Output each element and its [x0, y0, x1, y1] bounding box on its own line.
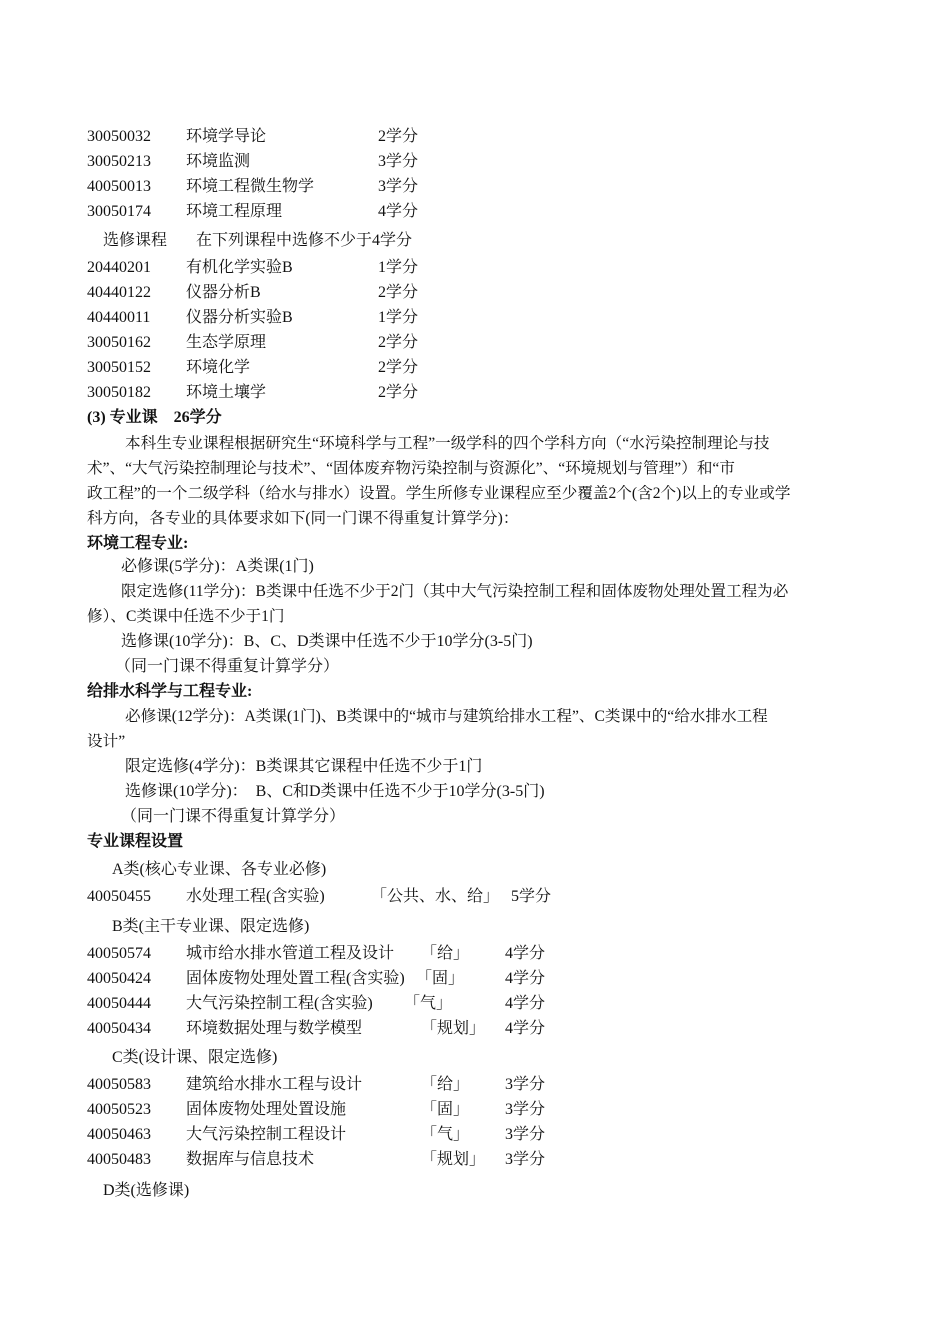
course-code: 40050434: [87, 1020, 151, 1037]
course-name: 有机化学实验B: [186, 259, 293, 276]
course-tag: 「公共、水、给」: [371, 888, 500, 905]
course-tag: 「气」: [421, 1126, 470, 1143]
course-credit: 4学分: [505, 995, 546, 1012]
course-code: 40050583: [87, 1076, 151, 1093]
course-name: 环境化学: [186, 359, 251, 376]
course-name: 城市给水排水管道工程及设计: [186, 945, 395, 962]
course-credit: 3学分: [505, 1076, 546, 1093]
course-credit: 3学分: [505, 1101, 546, 1118]
course-name: 环境工程原理: [186, 203, 283, 220]
course-credit: 2学分: [378, 359, 419, 376]
major-heading: 环境工程专业:: [87, 535, 189, 552]
course-code: 30050032: [87, 128, 151, 145]
elective-requirement: 在下列课程中选修不少于4学分: [196, 232, 413, 249]
course-name: 大气污染控制工程(含实验): [186, 995, 373, 1012]
course-credit: 1学分: [378, 259, 419, 276]
course-credit: 3学分: [378, 153, 419, 170]
required-text-cont: 设计”: [87, 733, 126, 750]
course-code: 40050463: [87, 1126, 151, 1143]
category-label-c: C类(设计课、限定选修): [112, 1049, 278, 1066]
intro-line: 术”、“大气污染控制理论与技术”、“固体废弃物污染控制与资源化”、“环境规划与管理”）和“市: [87, 460, 735, 477]
course-credit: 4学分: [505, 1020, 546, 1037]
major-heading: 给排水科学与工程专业:: [87, 683, 253, 700]
course-credit: 4学分: [378, 203, 419, 220]
category-label-b: B类(主干专业课、限定选修): [112, 918, 310, 935]
intro-line: 科方向，各专业的具体要求如下(同一门课不得重复计算学分)：: [87, 510, 519, 527]
course-name: 固体废物处理处置工程(含实验): [186, 970, 405, 987]
course-credit: 2学分: [378, 128, 419, 145]
limited-text: 限定选修(11学分)：B类课中任选不少于2门（其中大气污染控制工程和固体废物处理处置工程为必: [121, 583, 789, 600]
course-tag: 「规划」: [421, 1020, 486, 1037]
course-code: 40050483: [87, 1151, 151, 1168]
course-code: 40050424: [87, 970, 151, 987]
required-text: 必修课(5学分)：A类课(1门): [121, 558, 314, 575]
section-heading: (3) 专业课 26学分: [87, 409, 222, 426]
course-name: 大气污染控制工程设计: [186, 1126, 347, 1143]
course-name: 数据库与信息技术: [186, 1151, 315, 1168]
category-label-d: D类(选修课): [103, 1182, 190, 1199]
course-code: 20440201: [87, 259, 151, 276]
course-name: 环境学导论: [186, 128, 267, 145]
course-code: 30050182: [87, 384, 151, 401]
elective-label: 选修课程: [103, 232, 168, 249]
limited-text-cont: 修）、C类课中任选不少于1门: [87, 608, 285, 625]
category-label-a: A类(核心专业课、各专业必修): [112, 861, 327, 878]
course-credit: 2学分: [378, 384, 419, 401]
course-name: 环境工程微生物学: [186, 178, 315, 195]
course-tag: 「固」: [421, 1101, 470, 1118]
elective-text: 选修课(10学分)： B、C和D类课中任选不少于10学分(3-5门): [125, 783, 545, 800]
course-credit: 4学分: [505, 945, 546, 962]
course-credit: 2学分: [378, 284, 419, 301]
course-code: 30050162: [87, 334, 151, 351]
limited-text: 限定选修(4学分)：B类课其它课程中任选不少于1门: [125, 758, 483, 775]
course-code: 40440011: [87, 309, 151, 326]
elective-text: 选修课(10学分)：B、C、D类课中任选不少于10学分(3-5门): [121, 633, 533, 650]
course-credit: 3学分: [505, 1126, 546, 1143]
intro-line: 本科生专业课程根据研究生“环境科学与工程”一级学科的四个学科方向（“水污染控制理论与技: [125, 435, 770, 452]
course-credit: 2学分: [378, 334, 419, 351]
course-code: 40050444: [87, 995, 151, 1012]
required-text: 必修课(12学分)：A类课(1门)、B类课中的“城市与建筑给排水工程”、C类课中的“给水排水工程: [125, 708, 768, 725]
course-name: 固体废物处理处置设施: [186, 1101, 347, 1118]
course-code: 30050152: [87, 359, 151, 376]
course-tag: 「给」: [421, 1076, 470, 1093]
course-credit: 5学分: [511, 888, 552, 905]
course-credit: 4学分: [505, 970, 546, 987]
course-name: 环境土壤学: [186, 384, 267, 401]
course-code: 40440122: [87, 284, 151, 301]
course-name: 环境数据处理与数学模型: [186, 1020, 363, 1037]
course-code: 40050523: [87, 1101, 151, 1118]
course-name: 仪器分析实验B: [186, 309, 293, 326]
note-text: （同一门课不得重复计算学分）: [115, 658, 340, 675]
setup-heading: 专业课程设置: [87, 833, 184, 850]
course-name: 水处理工程(含实验): [186, 888, 325, 905]
course-code: 40050013: [87, 178, 151, 195]
course-code: 30050174: [87, 203, 151, 220]
course-tag: 「固」: [416, 970, 465, 987]
course-code: 40050574: [87, 945, 151, 962]
course-code: 30050213: [87, 153, 151, 170]
course-credit: 1学分: [378, 309, 419, 326]
course-name: 环境监测: [186, 153, 251, 170]
course-tag: 「气」: [404, 995, 453, 1012]
course-credit: 3学分: [378, 178, 419, 195]
course-credit: 3学分: [505, 1151, 546, 1168]
course-name: 建筑给水排水工程与设计: [186, 1076, 363, 1093]
course-name: 仪器分析B: [186, 284, 261, 301]
course-name: 生态学原理: [186, 334, 267, 351]
course-tag: 「规划」: [421, 1151, 486, 1168]
course-tag: 「给」: [421, 945, 470, 962]
note-text: （同一门课不得重复计算学分）: [121, 808, 346, 825]
intro-line: 政工程”的一个二级学科（给水与排水）设置。学生所修专业课程应至少覆盖2个(含2个)以上的专业或学: [87, 485, 791, 502]
course-code: 40050455: [87, 888, 151, 905]
